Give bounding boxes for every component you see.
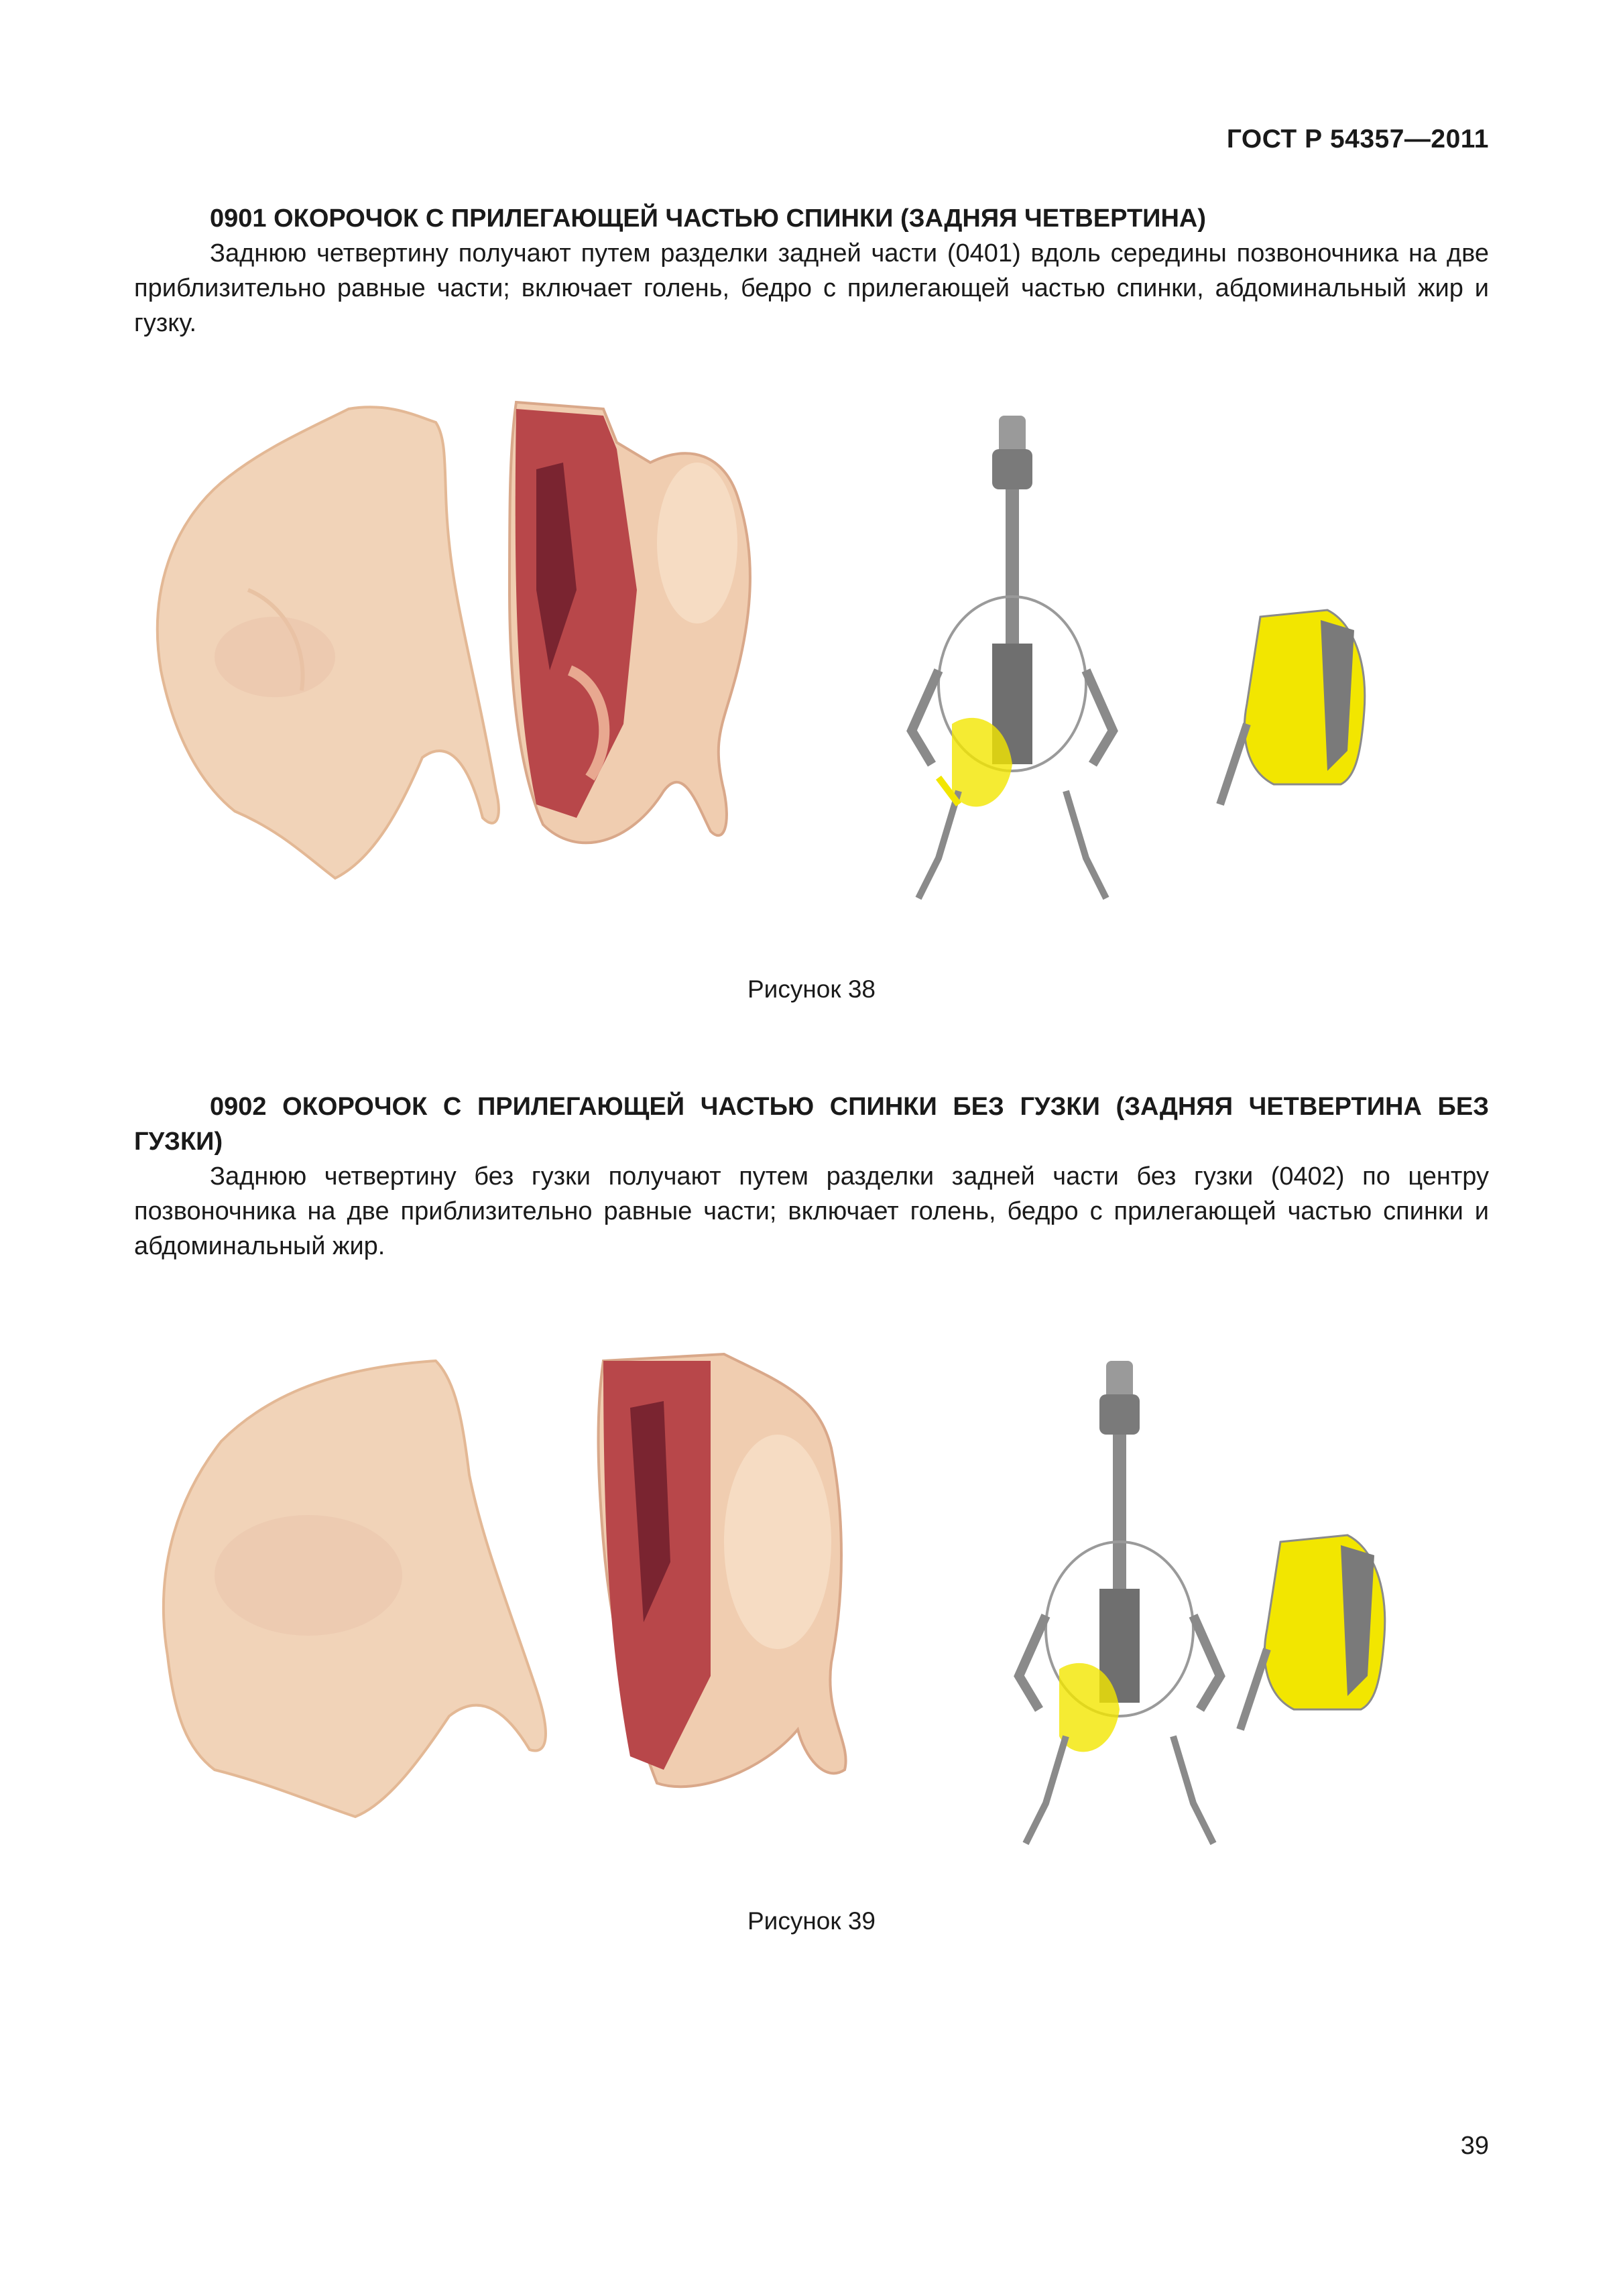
yellow-cut-diagram [1240, 1535, 1385, 1730]
section-body: Заднюю четвертину без гузки получают путем разделки задней части без гузки (0402) по центру позвоночника на две приблизительно равные части; включает голень, бедро с прилегающей частью спинки и абдоминальный жир. [134, 1162, 1489, 1260]
section-body: Заднюю четвертину получают путем разделки задней части (0401) вдоль середины позвоночника на две приблизительно равные части; включает голень, бедро с прилегающей частью спинки, абдоминальный жир и гузку. [134, 239, 1489, 337]
bird-skeleton-diagram [1019, 1361, 1220, 1844]
section-0902 [134, 1089, 1489, 1264]
quarter-skin-side-image [158, 407, 499, 878]
quarter-skin-side-image [164, 1361, 546, 1817]
bird-skeleton-diagram [912, 416, 1113, 898]
quarter-inner-side-image [599, 1354, 846, 1787]
yellow-cut-diagram [1220, 610, 1365, 804]
figure-38 [134, 389, 1489, 939]
section-title: 0901 ОКОРОЧОК С ПРИЛЕГАЮЩЕЙ ЧАСТЬЮ СПИНКИ (ЗАДНЯЯ ЧЕТВЕРТИНА) [210, 204, 1207, 233]
figure-caption: Рисунок 39 [747, 1907, 876, 1935]
figure-caption: Рисунок 38 [747, 975, 876, 1003]
figure-39 [134, 1341, 1489, 1864]
page-number: 39 [1460, 2132, 1489, 2160]
section-0901 [134, 201, 1489, 341]
quarter-inner-side-image [509, 402, 750, 843]
standard-header: ГОСТ Р 54357—2011 [1226, 125, 1489, 154]
section-title: 0902 ОКОРОЧОК С ПРИЛЕГАЮЩЕЙ ЧАСТЬЮ СПИНКИ БЕЗ ГУЗКИ (ЗАДНЯЯ ЧЕТВЕРТИНА БЕЗ ГУЗКИ) [134, 1093, 1489, 1156]
